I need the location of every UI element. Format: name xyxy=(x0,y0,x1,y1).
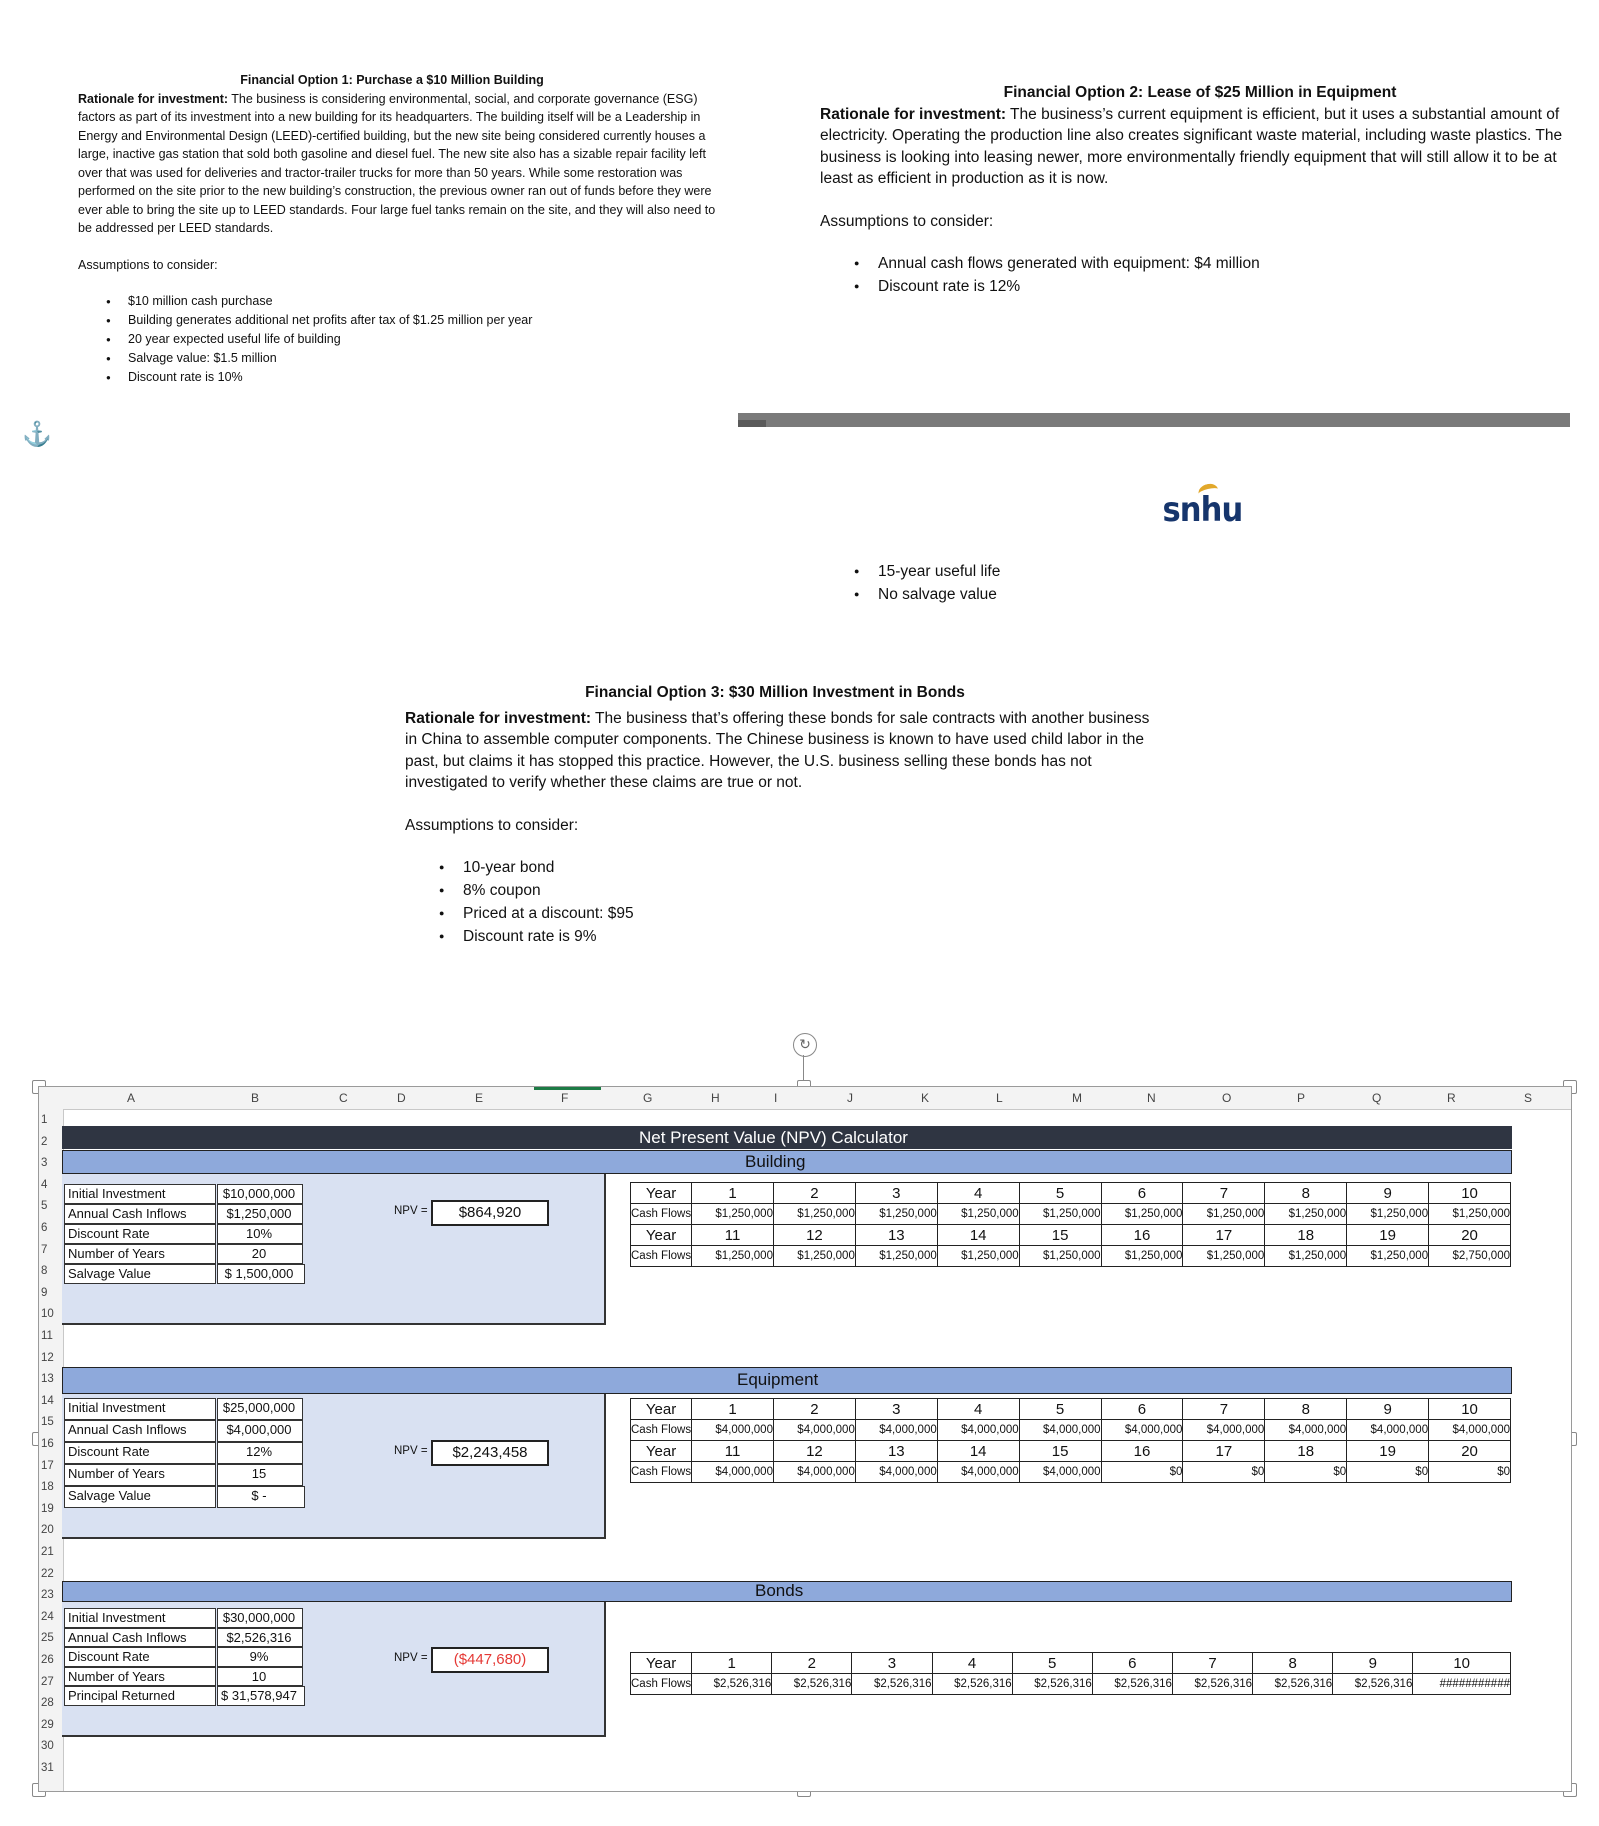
year-cell[interactable]: 7 xyxy=(1183,1399,1265,1420)
year-cell[interactable]: 13 xyxy=(855,1225,937,1246)
cash-flow-cell[interactable]: $4,000,000 xyxy=(692,1420,774,1441)
cash-flow-cell[interactable]: $0 xyxy=(1183,1462,1265,1483)
column-header[interactable]: F xyxy=(561,1091,569,1105)
cash-flow-cell[interactable]: $1,250,000 xyxy=(1265,1246,1347,1267)
cash-flows-label: Cash Flows xyxy=(631,1204,692,1225)
column-header[interactable]: E xyxy=(475,1091,484,1105)
cash-flow-cell[interactable]: ########### xyxy=(1413,1674,1511,1695)
year-label: Year xyxy=(631,1225,692,1246)
bonds-npv-label: NPV = xyxy=(394,1652,428,1664)
equipment-npv-label: NPV = xyxy=(394,1445,428,1457)
column-header-bar xyxy=(39,1087,1571,1110)
cash-flow-cell[interactable]: $4,000,000 xyxy=(773,1462,855,1483)
list-item: ● 15-year useful life xyxy=(878,560,1000,583)
cash-flow-cell[interactable]: $1,250,000 xyxy=(1019,1204,1101,1225)
cash-flow-cell[interactable]: $1,250,000 xyxy=(937,1204,1019,1225)
year-cell[interactable]: 17 xyxy=(1183,1225,1265,1246)
building-input-label: Number of Years xyxy=(68,1246,165,1261)
row-header[interactable]: 6 xyxy=(41,1222,48,1234)
cash-flow-cell[interactable]: $2,526,316 xyxy=(1253,1674,1333,1695)
cash-flow-cell[interactable]: $2,526,316 xyxy=(1092,1674,1172,1695)
year-cell[interactable]: 4 xyxy=(932,1653,1012,1674)
equipment-input-label: Annual Cash Inflows xyxy=(68,1422,187,1437)
year-cell[interactable]: 9 xyxy=(1333,1653,1413,1674)
year-cell[interactable]: 15 xyxy=(1019,1225,1101,1246)
building-input-label: Annual Cash Inflows xyxy=(68,1206,187,1221)
anchor-icon[interactable]: ⚓ xyxy=(22,421,52,448)
list-item: ● No salvage value xyxy=(878,583,1000,606)
year-cell[interactable]: 10 xyxy=(1413,1653,1511,1674)
column-header[interactable]: O xyxy=(1222,1091,1232,1105)
building-npv-label: NPV = xyxy=(394,1205,428,1217)
year-cell[interactable]: 3 xyxy=(852,1653,932,1674)
row-header[interactable]: 29 xyxy=(41,1718,54,1731)
bonds-input-value[interactable]: $ 31,578,947 xyxy=(221,1688,297,1703)
year-cell[interactable]: 3 xyxy=(855,1399,937,1420)
option2-rationale-text: The business’s current equipment is efficient, but it uses a substantial amount of electricity. Operating the production line also creates significant waste material, including waste plastics. The business is looking into leasing newer, more environmentally friendly equipment that will still allow it to be at least as efficient in production as it is now. xyxy=(820,105,1563,187)
equipment-input-label: Salvage Value xyxy=(68,1488,151,1503)
building-input-label: Salvage Value xyxy=(68,1266,151,1281)
row-header-bar xyxy=(39,1109,64,1791)
year-cell[interactable]: 6 xyxy=(1092,1653,1172,1674)
year-cell[interactable]: 1 xyxy=(692,1653,772,1674)
cash-flow-cell[interactable]: $1,250,000 xyxy=(1019,1246,1101,1267)
building-input-label: Discount Rate xyxy=(68,1226,150,1241)
year-cell[interactable]: 19 xyxy=(1347,1225,1429,1246)
row-header[interactable]: 24 xyxy=(41,1610,54,1623)
option2-title: Financial Option 2: Lease of $25 Million in Equipment xyxy=(1003,84,1397,101)
row-header[interactable]: 27 xyxy=(41,1675,54,1688)
cash-flow-cell[interactable]: $1,250,000 xyxy=(1429,1204,1511,1225)
row-header[interactable]: 16 xyxy=(41,1438,54,1450)
year-cell[interactable]: 12 xyxy=(773,1441,855,1462)
cash-flow-cell[interactable]: $0 xyxy=(1265,1462,1347,1483)
column-header[interactable]: G xyxy=(643,1091,653,1105)
sheet-title: Net Present Value (NPV) Calculator xyxy=(639,1128,908,1147)
cash-flow-cell[interactable]: $2,526,316 xyxy=(1172,1674,1252,1695)
row-header[interactable]: 7 xyxy=(41,1243,48,1256)
list-item: ● 8% coupon xyxy=(463,879,1165,902)
column-header[interactable]: M xyxy=(1072,1091,1082,1105)
year-cell[interactable]: 16 xyxy=(1101,1225,1183,1246)
cash-flows-label: Cash Flows xyxy=(631,1462,692,1483)
option3-assumptions-label: Assumptions to consider: xyxy=(405,816,579,834)
year-label: Year xyxy=(631,1183,692,1204)
cash-flow-cell[interactable]: $1,250,000 xyxy=(855,1246,937,1267)
year-cell[interactable]: 7 xyxy=(1172,1653,1252,1674)
equipment-input-label: Discount Rate xyxy=(68,1444,150,1459)
cash-flow-cell[interactable]: $4,000,000 xyxy=(1347,1420,1429,1441)
cash-flow-cell[interactable]: $1,250,000 xyxy=(1265,1204,1347,1225)
cash-flow-cell[interactable]: $1,250,000 xyxy=(1347,1204,1429,1225)
list-item: ● 10-year bond xyxy=(463,856,1165,879)
year-cell[interactable]: 4 xyxy=(937,1183,1019,1204)
year-cell[interactable]: 6 xyxy=(1101,1183,1183,1204)
year-cell[interactable]: 2 xyxy=(772,1653,852,1674)
row-header[interactable]: 22 xyxy=(41,1567,54,1580)
building-input-value[interactable]: 20 xyxy=(251,1246,267,1261)
option3-assumptions-list xyxy=(463,856,1165,948)
year-cell[interactable]: 6 xyxy=(1101,1399,1183,1420)
row-header[interactable]: 12 xyxy=(41,1351,54,1364)
year-cell[interactable]: 19 xyxy=(1347,1441,1429,1462)
bonds-input-value[interactable]: $30,000,000 xyxy=(222,1610,296,1625)
column-header[interactable]: N xyxy=(1147,1091,1156,1105)
year-cell[interactable]: 18 xyxy=(1265,1225,1347,1246)
cash-flow-cell[interactable]: $4,000,000 xyxy=(855,1420,937,1441)
cash-flow-cell[interactable]: $1,250,000 xyxy=(692,1246,774,1267)
bonds-input-label: Discount Rate xyxy=(68,1649,150,1664)
building-input-value[interactable]: $1,250,000 xyxy=(226,1206,292,1221)
row-header[interactable]: 15 xyxy=(41,1416,54,1429)
bonds-band-label: Bonds xyxy=(755,1581,804,1600)
column-header[interactable]: S xyxy=(1524,1091,1533,1105)
year-cell[interactable]: 5 xyxy=(1012,1653,1092,1674)
option1-assumptions-label: Assumptions to consider: xyxy=(78,257,218,272)
option2-section xyxy=(820,82,1580,298)
cash-flow-cell[interactable]: $1,250,000 xyxy=(1183,1204,1265,1225)
option1-title: Financial Option 1: Purchase a $10 Million Building xyxy=(240,73,544,87)
year-cell[interactable]: 1 xyxy=(692,1399,774,1420)
year-cell[interactable]: 18 xyxy=(1265,1441,1347,1462)
year-cell[interactable]: 20 xyxy=(1429,1441,1511,1462)
year-cell[interactable]: 14 xyxy=(937,1441,1019,1462)
cash-flow-cell[interactable]: $0 xyxy=(1429,1462,1511,1483)
cash-flow-cell[interactable]: $4,000,000 xyxy=(1019,1462,1101,1483)
building-npv-value[interactable]: $864,920 xyxy=(431,1200,549,1226)
row-header[interactable]: 10 xyxy=(41,1308,54,1321)
cash-flows-label: Cash Flows xyxy=(631,1246,692,1267)
row-header[interactable]: 23 xyxy=(41,1589,54,1602)
list-item: ● Building generates additional net profits after tax of $1.25 million per year xyxy=(128,311,718,330)
row-header[interactable]: 19 xyxy=(41,1502,54,1515)
building-input-label: Initial Investment xyxy=(68,1186,166,1201)
equipment-input-value[interactable]: 15 xyxy=(251,1466,267,1481)
row-header[interactable]: 14 xyxy=(41,1394,54,1407)
year-cell[interactable]: 9 xyxy=(1347,1183,1429,1204)
row-header[interactable]: 26 xyxy=(41,1654,54,1666)
cash-flow-cell[interactable]: $4,000,000 xyxy=(1183,1420,1265,1441)
option3-rationale xyxy=(405,708,1155,794)
cash-flow-cell[interactable]: $1,250,000 xyxy=(773,1246,855,1267)
option2-assumptions-continued xyxy=(878,560,1000,606)
bonds-input-label: Initial Investment xyxy=(68,1610,166,1625)
column-header[interactable]: B xyxy=(251,1091,260,1105)
option3-title: Financial Option 3: $30 Million Investment in Bonds xyxy=(585,684,965,701)
equipment-input-value[interactable]: $25,000,000 xyxy=(222,1400,296,1415)
option3-rationale-text: The business that’s offering these bonds for sale contracts with another business in China to assemble computer components. The Chinese business is known to have used child labor in the past, but claims it has stopped this practice. However, the U.S. business selling these bonds has not investigated to verify whether these claims are true or not. xyxy=(405,709,1150,791)
npv-spreadsheet-image[interactable] xyxy=(38,1086,1572,1792)
year-cell[interactable]: 3 xyxy=(855,1183,937,1204)
cash-flow-cell[interactable]: $4,000,000 xyxy=(1101,1420,1183,1441)
building-cashflow-table xyxy=(630,1182,1511,1267)
page-break-bar xyxy=(738,413,1570,427)
option2-assumptions-label: Assumptions to consider: xyxy=(820,212,994,230)
bonds-input-label: Number of Years xyxy=(68,1668,165,1684)
list-item: ● Discount rate is 12% xyxy=(878,275,1580,298)
year-cell[interactable]: 8 xyxy=(1265,1183,1347,1204)
equipment-band-label: Equipment xyxy=(737,1370,819,1389)
building-input-value[interactable]: $10,000,000 xyxy=(222,1186,296,1201)
option1-rationale-label: Rationale for investment: xyxy=(78,91,229,106)
year-cell[interactable]: 8 xyxy=(1265,1399,1347,1420)
year-cell[interactable]: 11 xyxy=(692,1225,774,1246)
cash-flow-cell[interactable]: $2,526,316 xyxy=(1012,1674,1092,1695)
cash-flow-cell[interactable]: $2,526,316 xyxy=(772,1674,852,1695)
year-cell[interactable]: 2 xyxy=(773,1399,855,1420)
row-header[interactable]: 5 xyxy=(41,1200,48,1213)
building-band-label: Building xyxy=(745,1152,806,1171)
logo-text: snhu xyxy=(1162,490,1243,530)
year-cell[interactable]: 8 xyxy=(1253,1653,1333,1674)
row-header[interactable]: 8 xyxy=(41,1265,48,1278)
column-header[interactable]: A xyxy=(127,1091,136,1105)
bonds-input-label: Annual Cash Inflows xyxy=(68,1629,187,1645)
column-header[interactable]: K xyxy=(921,1091,930,1105)
row-header[interactable]: 1 xyxy=(41,1114,48,1126)
row-header[interactable]: 9 xyxy=(41,1286,48,1299)
option2-rationale-label: Rationale for investment: xyxy=(820,105,1007,123)
equipment-input-value[interactable]: $4,000,000 xyxy=(226,1422,292,1437)
year-cell[interactable]: 7 xyxy=(1183,1183,1265,1204)
cash-flow-cell[interactable]: $1,250,000 xyxy=(773,1204,855,1225)
cash-flow-cell[interactable]: $1,250,000 xyxy=(937,1246,1019,1267)
cash-flow-cell[interactable]: $4,000,000 xyxy=(1019,1420,1101,1441)
bonds-input-value[interactable]: 9% xyxy=(249,1649,269,1664)
option1-rationale xyxy=(78,90,718,238)
year-cell[interactable]: 10 xyxy=(1429,1183,1511,1204)
bonds-input-value[interactable]: $2,526,316 xyxy=(226,1629,292,1645)
year-cell[interactable]: 2 xyxy=(773,1183,855,1204)
year-cell[interactable]: 17 xyxy=(1183,1441,1265,1462)
list-item: ● Priced at a discount: $95 xyxy=(463,902,1165,925)
row-header[interactable]: 31 xyxy=(41,1762,54,1774)
row-header[interactable]: 13 xyxy=(41,1373,54,1386)
year-label: Year xyxy=(631,1653,692,1674)
equipment-input-label: Number of Years xyxy=(68,1466,165,1481)
cash-flow-cell[interactable]: $2,526,316 xyxy=(852,1674,932,1695)
column-header[interactable]: R xyxy=(1447,1091,1456,1105)
row-header[interactable]: 21 xyxy=(41,1546,54,1558)
rotate-handle-icon[interactable]: ↻ xyxy=(793,1033,817,1057)
list-item: ● Salvage value: $1.5 million xyxy=(128,349,718,368)
cash-flow-cell[interactable]: $4,000,000 xyxy=(1265,1420,1347,1441)
year-cell[interactable]: 12 xyxy=(773,1225,855,1246)
cash-flow-cell[interactable]: $2,526,316 xyxy=(932,1674,1012,1695)
cash-flow-cell[interactable]: $0 xyxy=(1101,1462,1183,1483)
bonds-cashflow-table xyxy=(630,1652,1511,1695)
row-header[interactable]: 17 xyxy=(41,1459,54,1472)
list-item: ● $10 million cash purchase xyxy=(128,292,718,311)
row-header[interactable]: 11 xyxy=(41,1330,53,1342)
cash-flow-cell[interactable]: $0 xyxy=(1347,1462,1429,1483)
bonds-input-value[interactable]: 10 xyxy=(251,1668,267,1684)
equipment-npv-value[interactable]: $2,243,458 xyxy=(431,1440,549,1466)
cash-flow-cell[interactable]: $2,526,316 xyxy=(1333,1674,1413,1695)
snhu-logo xyxy=(1162,490,1242,530)
year-cell[interactable]: 1 xyxy=(692,1183,774,1204)
equipment-cashflow-table xyxy=(630,1398,1511,1483)
cash-flow-cell[interactable]: $4,000,000 xyxy=(937,1420,1019,1441)
cash-flow-cell[interactable]: $4,000,000 xyxy=(773,1420,855,1441)
row-header[interactable]: 3 xyxy=(41,1157,48,1170)
row-header[interactable]: 30 xyxy=(41,1740,54,1753)
option3-section xyxy=(405,682,1165,948)
cash-flow-cell[interactable]: $2,526,316 xyxy=(692,1674,772,1695)
option2-assumptions-list-continued xyxy=(878,560,1000,606)
option1-assumptions-list xyxy=(128,292,718,387)
cash-flow-cell[interactable]: $4,000,000 xyxy=(855,1462,937,1483)
year-cell[interactable]: 16 xyxy=(1101,1441,1183,1462)
year-cell[interactable]: 4 xyxy=(937,1399,1019,1420)
equipment-input-value[interactable]: $ - xyxy=(251,1488,267,1503)
column-header[interactable]: P xyxy=(1297,1091,1306,1105)
year-cell[interactable]: 9 xyxy=(1347,1399,1429,1420)
option2-rationale xyxy=(820,104,1580,190)
column-header[interactable]: L xyxy=(996,1091,1003,1105)
list-item: ● Annual cash flows generated with equipment: $4 million xyxy=(878,252,1580,275)
year-label: Year xyxy=(631,1399,692,1420)
cash-flow-cell[interactable]: $1,250,000 xyxy=(855,1204,937,1225)
column-header[interactable]: H xyxy=(711,1091,720,1105)
year-cell[interactable]: 14 xyxy=(937,1225,1019,1246)
cash-flow-cell[interactable]: $1,250,000 xyxy=(1101,1204,1183,1225)
cash-flow-cell[interactable]: $2,750,000 xyxy=(1429,1246,1511,1267)
year-cell[interactable]: 5 xyxy=(1019,1399,1101,1420)
page-break-bar-shadow xyxy=(738,420,766,427)
row-header[interactable]: 20 xyxy=(41,1524,54,1537)
column-header[interactable]: J xyxy=(847,1091,853,1105)
row-header[interactable]: 25 xyxy=(41,1632,54,1645)
option1-section xyxy=(78,71,718,387)
column-header[interactable]: D xyxy=(397,1091,406,1105)
column-header[interactable]: I xyxy=(774,1091,778,1105)
year-cell[interactable]: 11 xyxy=(692,1441,774,1462)
year-cell[interactable]: 10 xyxy=(1429,1399,1511,1420)
cash-flow-cell[interactable]: $1,250,000 xyxy=(1347,1246,1429,1267)
option2-assumptions-list xyxy=(878,252,1580,298)
year-label: Year xyxy=(631,1441,692,1462)
equipment-input-label: Initial Investment xyxy=(68,1400,166,1415)
option1-rationale-text: The business is considering environmental, social, and corporate governance (ESG) factors as part of its investment into a new building for its headquarters. The building itself will be a Leadership in Energy and Environmental Design (LEED)-certified building, but the new site being considered currently houses a large, inactive gas station that sold both gasoline and diesel fuel. The new site also has a sizable repair facility left over that was used for deliveries and tractor-trailer trucks for more than 50 years. While some restoration was performed on the site prior to the new building’s construction, the previous owner ran out of funds before they were ever able to bring the site up to LEED standards. Four large fuel tanks remain on the site, and they will also need to be addressed per LEED standards. xyxy=(78,91,716,235)
cash-flow-cell[interactable]: $4,000,000 xyxy=(1429,1420,1511,1441)
selected-column-marker xyxy=(534,1087,601,1090)
row-header[interactable]: 18 xyxy=(41,1481,54,1494)
year-cell[interactable]: 15 xyxy=(1019,1441,1101,1462)
column-header[interactable]: Q xyxy=(1372,1091,1382,1105)
list-item: ● Discount rate is 9% xyxy=(463,925,1165,948)
year-cell[interactable]: 13 xyxy=(855,1441,937,1462)
cash-flow-cell[interactable]: $1,250,000 xyxy=(692,1204,774,1225)
equipment-input-value[interactable]: 12% xyxy=(245,1444,273,1459)
building-input-value[interactable]: 10% xyxy=(245,1226,273,1241)
option3-rationale-label: Rationale for investment: xyxy=(405,709,592,727)
bonds-npv-value[interactable]: ($447,680) xyxy=(431,1647,549,1673)
year-cell[interactable]: 5 xyxy=(1019,1183,1101,1204)
cash-flow-cell[interactable]: $4,000,000 xyxy=(692,1462,774,1483)
row-header[interactable]: 4 xyxy=(41,1178,48,1191)
list-item: ● Discount rate is 10% xyxy=(128,368,718,387)
list-item: ● 20 year expected useful life of building xyxy=(128,330,718,349)
year-cell[interactable]: 20 xyxy=(1429,1225,1511,1246)
cash-flow-cell[interactable]: $4,000,000 xyxy=(937,1462,1019,1483)
bonds-input-label: Principal Returned xyxy=(68,1688,175,1703)
column-header[interactable]: C xyxy=(339,1091,348,1105)
cash-flows-label: Cash Flows xyxy=(631,1674,692,1695)
cash-flow-cell[interactable]: $1,250,000 xyxy=(1183,1246,1265,1267)
cash-flows-label: Cash Flows xyxy=(631,1420,692,1441)
row-header[interactable]: 28 xyxy=(41,1697,54,1710)
cash-flow-cell[interactable]: $1,250,000 xyxy=(1101,1246,1183,1267)
row-header[interactable]: 2 xyxy=(41,1135,48,1148)
building-input-value[interactable]: $ 1,500,000 xyxy=(224,1266,294,1281)
